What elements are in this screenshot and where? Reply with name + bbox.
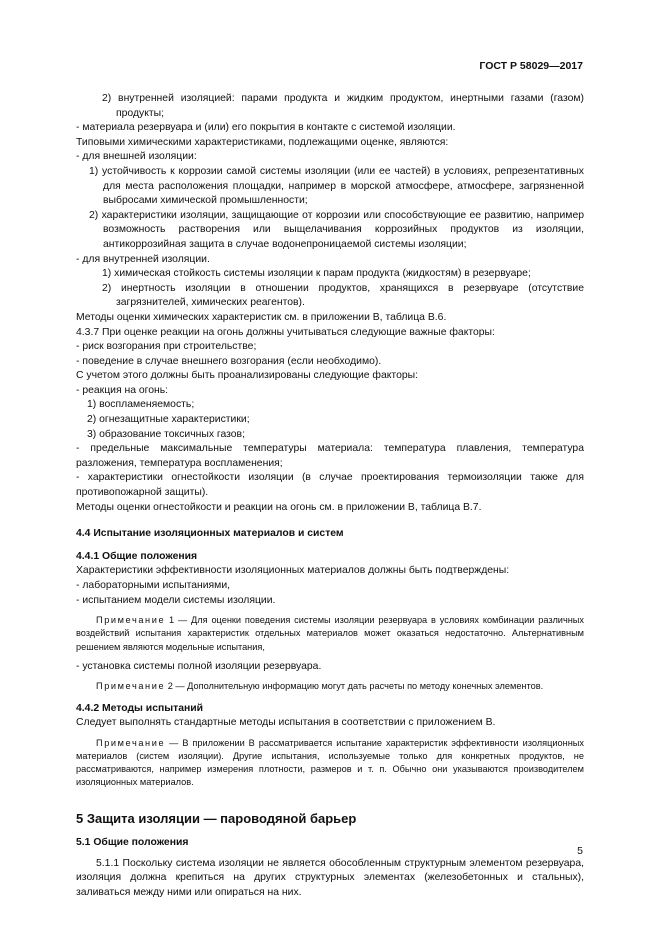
document-code-header: ГОСТ Р 58029—2017 (479, 60, 583, 72)
document-body (76, 92, 584, 901)
page-number: 5 (577, 845, 583, 857)
list-item: 1) химическая стойкость системы изоляции к парам продукта (жидкостям) в резервуаре; (102, 268, 531, 280)
paragraph: - для внешней изоляции: (76, 151, 197, 163)
paragraph: - реакция на огонь: (76, 384, 169, 396)
paragraph: Методы оценки огнестойкости и реакции на огонь см. в приложении В, таблица В.7. (76, 501, 482, 513)
note-text: — В приложении В рассматривается испытание характеристик эффективности изоляционных материалов (систем изоляции). Другие испытания, используемые только для конкретных продуктов, не рассматриваются, например измерения плотности, размеров и т. п. Обычно они указываются производителем изоляционных материалов. (76, 737, 584, 788)
section-heading-5-1: 5.1 Общие положения (76, 837, 189, 849)
note-label: Примечание (96, 681, 166, 692)
note-1 (76, 614, 584, 654)
list-item: 1) устойчивость к коррозии самой системы изоляции (или ее частей) в условиях, репрезентативных для места расположения площадки, например в морской атмосфере, атмосфере, загрязненной выбросами химической промышленности; (89, 165, 584, 207)
paragraph: - для внутренней изоляции. (76, 253, 210, 265)
paragraph: Характеристики эффективности изоляционных материалов должны быть подтверждены: (76, 565, 510, 577)
paragraph: 5.1.1 Поскольку система изоляции не является обособленным структурным элементом резервуара, изоляция должна крепиться на других структурных элементах (железобетонных и стальных), заливаться между ними или опираться на них. (76, 857, 584, 898)
paragraph: С учетом этого должны быть проанализированы следующие факторы: (76, 370, 418, 382)
section-heading-4-4-1: 4.4.1 Общие положения (76, 550, 198, 562)
list-item: 2) характеристики изоляции, защищающие от коррозии или способствующие ее развитию, например возможность растворения или выщелачивания коррозийных продуктов из изоляции, антикоррозийная защита в случае водонепроницаемой системы изоляции; (89, 209, 584, 250)
list-item: 2) огнезащитные характеристики; (87, 414, 250, 426)
note-3 (76, 737, 584, 790)
paragraph: - риск возгорания при строительстве; (76, 341, 257, 353)
section-heading-5: 5 Защита изоляции — пароводяной барьер (76, 810, 357, 826)
list-item: 1) воспламеняемость; (87, 399, 195, 411)
paragraph: - испытанием модели системы изоляции. (76, 594, 276, 606)
paragraph: Методы оценки химических характеристик см. в приложении В, таблица В.6. (76, 311, 447, 323)
paragraph: - материала резервуара и (или) его покрытия в контакте с системой изоляции. (76, 122, 456, 134)
note-text: 2 — Дополнительную информацию могут дать расчеты по методу конечных элементов. (167, 681, 544, 692)
note-2 (76, 680, 584, 693)
list-item: 3) образование токсичных газов; (87, 428, 245, 440)
paragraph: - характеристики огнестойкости изоляции (в случае проектирования термоизоляции также для противопожарной защиты). (76, 472, 584, 499)
note-label: Примечание (96, 615, 166, 626)
paragraph: - поведение в случае внешнего возгорания (если необходимо). (76, 355, 382, 367)
paragraph: 2) внутренней изоляцией: парами продукта и жидким продуктом, инертными газами (газом) продукты; (102, 93, 584, 119)
section-heading-4-4: 4.4 Испытание изоляционных материалов и систем (76, 528, 344, 540)
paragraph: - лабораторными испытаниями, (76, 580, 231, 591)
paragraph: - установка системы полной изоляции резервуара. (76, 660, 322, 672)
paragraph: Следует выполнять стандартные методы испытания в соответствии с приложением В. (76, 717, 496, 729)
note-text: 1 — Для оценки поведения системы изоляции резервуара в условиях комбинации различных воздействий испытания характеристик отдельных материалов может оказаться недостаточно. Альтернативным решением являются модельные испытания, (76, 615, 584, 652)
section-4-3-7: 4.3.7 При оценке реакции на огонь должны учитываться следующие важные факторы: (76, 326, 495, 338)
section-heading-4-4-2: 4.4.2 Методы испытаний (76, 702, 204, 714)
paragraph: Типовыми химическими характеристиками, подлежащими оценке, являются: (76, 136, 449, 148)
note-label: Примечание (96, 737, 166, 748)
list-item: 2) инертность изоляции в отношении продуктов, хранящихся в резервуаре (отсутствие загрязнителей, химических реагентов). (102, 282, 584, 309)
paragraph: - предельные максимальные температуры материала: температура плавления, температура разложения, температура воспламенения; (76, 443, 584, 469)
